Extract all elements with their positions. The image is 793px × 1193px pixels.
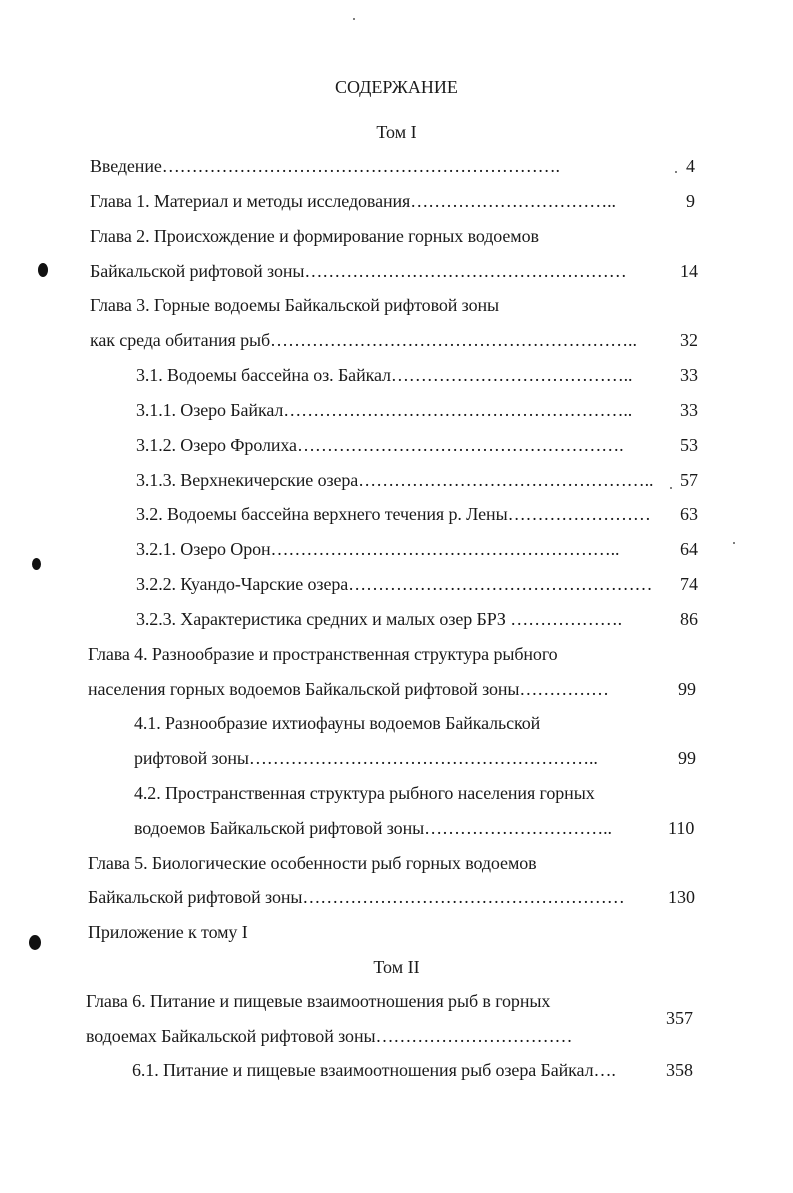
toc-page-number: 358 — [666, 1060, 693, 1080]
toc-page-number: 33 — [680, 400, 698, 420]
toc-entry-chapter-4-cont: населения горных водоемов Байкальской рифтовой зоны…………… — [88, 679, 609, 699]
toc-page-number: 57 — [680, 470, 698, 490]
toc-entry-chapter-2: Глава 2. Происхождение и формирование горных водоемов — [90, 226, 539, 246]
toc-entry-section-4-2: 4.2. Пространственная структура рыбного населения горных — [134, 783, 595, 803]
volume-1-title: Том I — [376, 122, 417, 142]
page-heading: СОДЕРЖАНИЕ — [335, 77, 458, 97]
toc-entry-section-3-1-3: 3.1.3. Верхнекичерские озера………………………………………….. — [136, 470, 654, 490]
toc-page-number: 4 — [686, 156, 695, 176]
toc-page-number: 110 — [668, 818, 695, 838]
scan-speck — [670, 487, 672, 489]
toc-entry-chapter-6: Глава 6. Питание и пищевые взаимоотношения рыб в горных — [86, 991, 551, 1011]
toc-entry-chapter-3-cont: как среда обитания рыб…………………………………………………….. — [90, 330, 637, 350]
volume-2-title: Том II — [373, 957, 420, 977]
toc-page-number: 64 — [680, 539, 698, 559]
toc-entry-section-3-2-2: 3.2.2. Куандо-Чарские озера…………………………………………… — [136, 574, 653, 594]
toc-page-number: 86 — [680, 609, 698, 629]
toc-entry-section-3-2-1: 3.2.1. Озеро Орон………………………………………………….. — [136, 539, 620, 559]
toc-entry-chapter-6-cont: водоемах Байкальской рифтовой зоны…………………………… — [86, 1026, 573, 1046]
toc-page-number: 74 — [680, 574, 698, 594]
toc-entry-chapter-4: Глава 4. Разнообразие и пространственная структура рыбного — [88, 644, 558, 664]
toc-entry-section-3-1-1: 3.1.1. Озеро Байкал………………………………………………….. — [136, 400, 633, 420]
toc-page-number: 9 — [686, 191, 695, 211]
toc-page-number: 63 — [680, 504, 698, 524]
toc-page-number: 33 — [680, 365, 698, 385]
toc-entry-chapter-1: Глава 1. Материал и методы исследования…………………………….. — [90, 191, 616, 211]
toc-page-number: 32 — [680, 330, 698, 350]
toc-entry-section-4-1: 4.1. Разнообразие ихтиофауны водоемов Байкальской — [134, 713, 541, 733]
scan-speck — [733, 542, 735, 544]
toc-entry-chapter-3: Глава 3. Горные водоемы Байкальской рифтовой зоны — [90, 295, 500, 315]
toc-entry-section-3-1: 3.1. Водоемы бассейна оз. Байкал………………………………….. — [136, 365, 633, 385]
toc-page-number: 130 — [668, 887, 695, 907]
toc-entry-section-3-2: 3.2. Водоемы бассейна верхнего течения р. Лены…………………… — [136, 504, 651, 524]
toc-entry-section-6-1: 6.1. Питание и пищевые взаимоотношения рыб озера Байкал…. — [132, 1060, 616, 1080]
toc-page-number: 53 — [680, 435, 698, 455]
scan-mark — [38, 263, 48, 277]
scan-mark — [32, 558, 41, 570]
scan-mark — [29, 935, 41, 950]
toc-entry-chapter-5-cont: Байкальской рифтовой зоны……………………………………………… — [88, 887, 625, 907]
toc-entry-section-3-1-2: 3.1.2. Озеро Фролиха………………………………………………. — [136, 435, 624, 455]
scan-speck — [675, 171, 677, 173]
toc-entry-introduction: Введение…………………………………………………………. — [90, 156, 560, 176]
toc-entry-chapter-5: Глава 5. Биологические особенности рыб горных водоемов — [88, 853, 537, 873]
scan-speck — [353, 18, 355, 20]
toc-entry-section-4-2-cont: водоемов Байкальской рифтовой зоны………………………….. — [134, 818, 612, 838]
toc-entry-section-3-2-3: 3.2.3. Характеристика средних и малых озер БРЗ ………………. — [136, 609, 622, 629]
toc-entry-appendix: Приложение к тому I — [88, 922, 248, 942]
toc-page-number: 99 — [678, 679, 696, 699]
toc-entry-chapter-2-cont: Байкальской рифтовой зоны……………………………………………… — [90, 261, 627, 281]
toc-page-number: 14 — [680, 261, 698, 281]
toc-page-number: 99 — [678, 748, 696, 768]
toc-page-number: 357 — [666, 1008, 693, 1028]
toc-entry-section-4-1-cont: рифтовой зоны………………………………………………….. — [134, 748, 598, 768]
